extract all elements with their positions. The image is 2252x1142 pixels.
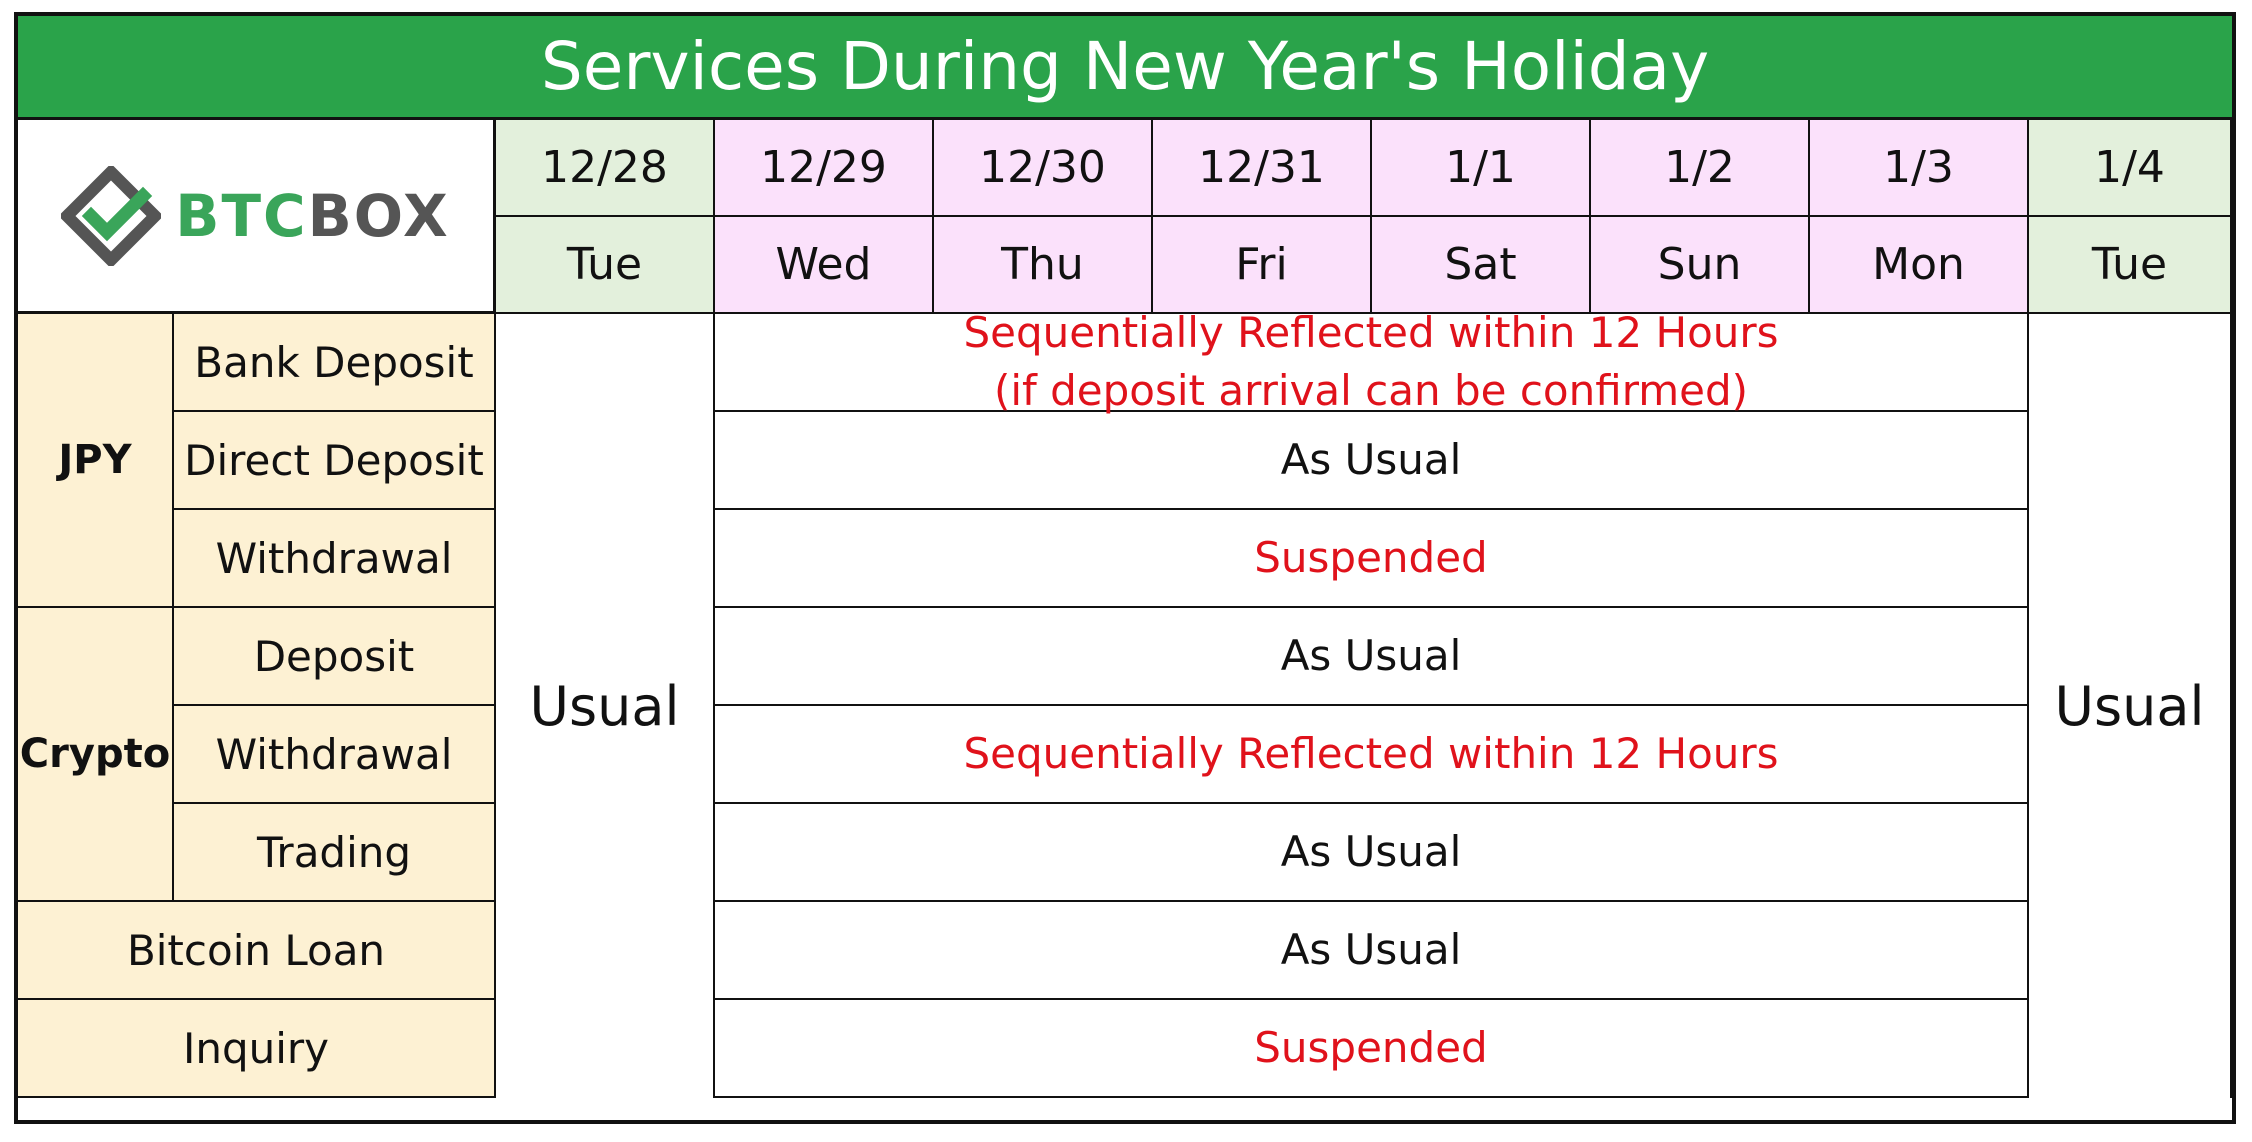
status-text: Sequentially Reflected within 12 Hours [963,308,1779,357]
status-text: As Usual [1280,925,1462,974]
row-label: Direct Deposit [174,412,496,510]
row-label: Bitcoin Loan [18,902,496,1000]
btcbox-logo [18,120,496,314]
weekday-header: Thu [934,217,1153,314]
edge-status-right: Usual [2029,314,2232,1098]
service-status [715,608,2029,706]
status-text: Suspended [1254,533,1488,582]
service-status [715,1000,2029,1098]
group-label-jpy: JPY [18,314,174,608]
row-label: Deposit [174,608,496,706]
status-text: Suspended [1254,1023,1488,1072]
service-status [715,412,2029,510]
service-status [715,706,2029,804]
weekday-header: Sun [1591,217,1810,314]
weekday-header: Mon [1810,217,2029,314]
date-header: 1/2 [1591,120,1810,217]
holiday-schedule-table [14,12,2236,1124]
status-text: Sequentially Reflected within 12 Hours [963,729,1779,778]
status-text: As Usual [1280,435,1462,484]
row-label: Withdrawal [174,510,496,608]
status-text: As Usual [1280,631,1462,680]
service-status [715,308,2029,415]
date-header: 1/1 [1372,120,1591,217]
weekday-header: Wed [715,217,934,314]
weekday-header: Fri [1153,217,1372,314]
group-label-crypto: Crypto [18,608,174,902]
status-text: As Usual [1280,827,1462,876]
table-title: Services During New Year's Holiday [18,16,2232,120]
date-header: 1/3 [1810,120,2029,217]
row-label: Bank Deposit [174,314,496,412]
weekday-header: Sat [1372,217,1591,314]
row-label: Withdrawal [174,706,496,804]
row-label: Inquiry [18,1000,496,1098]
logo-wordmark: BTCBOX [175,181,450,250]
date-header: 1/4 [2029,120,2232,217]
service-status [715,510,2029,608]
edge-status-left: Usual [496,314,715,1098]
service-status [715,902,2029,1000]
btcbox-diamond-icon [61,166,161,266]
weekday-header: Tue [496,217,715,314]
date-header: 12/28 [496,120,715,217]
status-note: (if deposit arrival can be confirmed) [993,366,1749,415]
service-status [715,804,2029,902]
date-header: 12/31 [1153,120,1372,217]
date-header: 12/30 [934,120,1153,217]
date-header: 12/29 [715,120,934,217]
row-label: Trading [174,804,496,902]
weekday-header: Tue [2029,217,2232,314]
